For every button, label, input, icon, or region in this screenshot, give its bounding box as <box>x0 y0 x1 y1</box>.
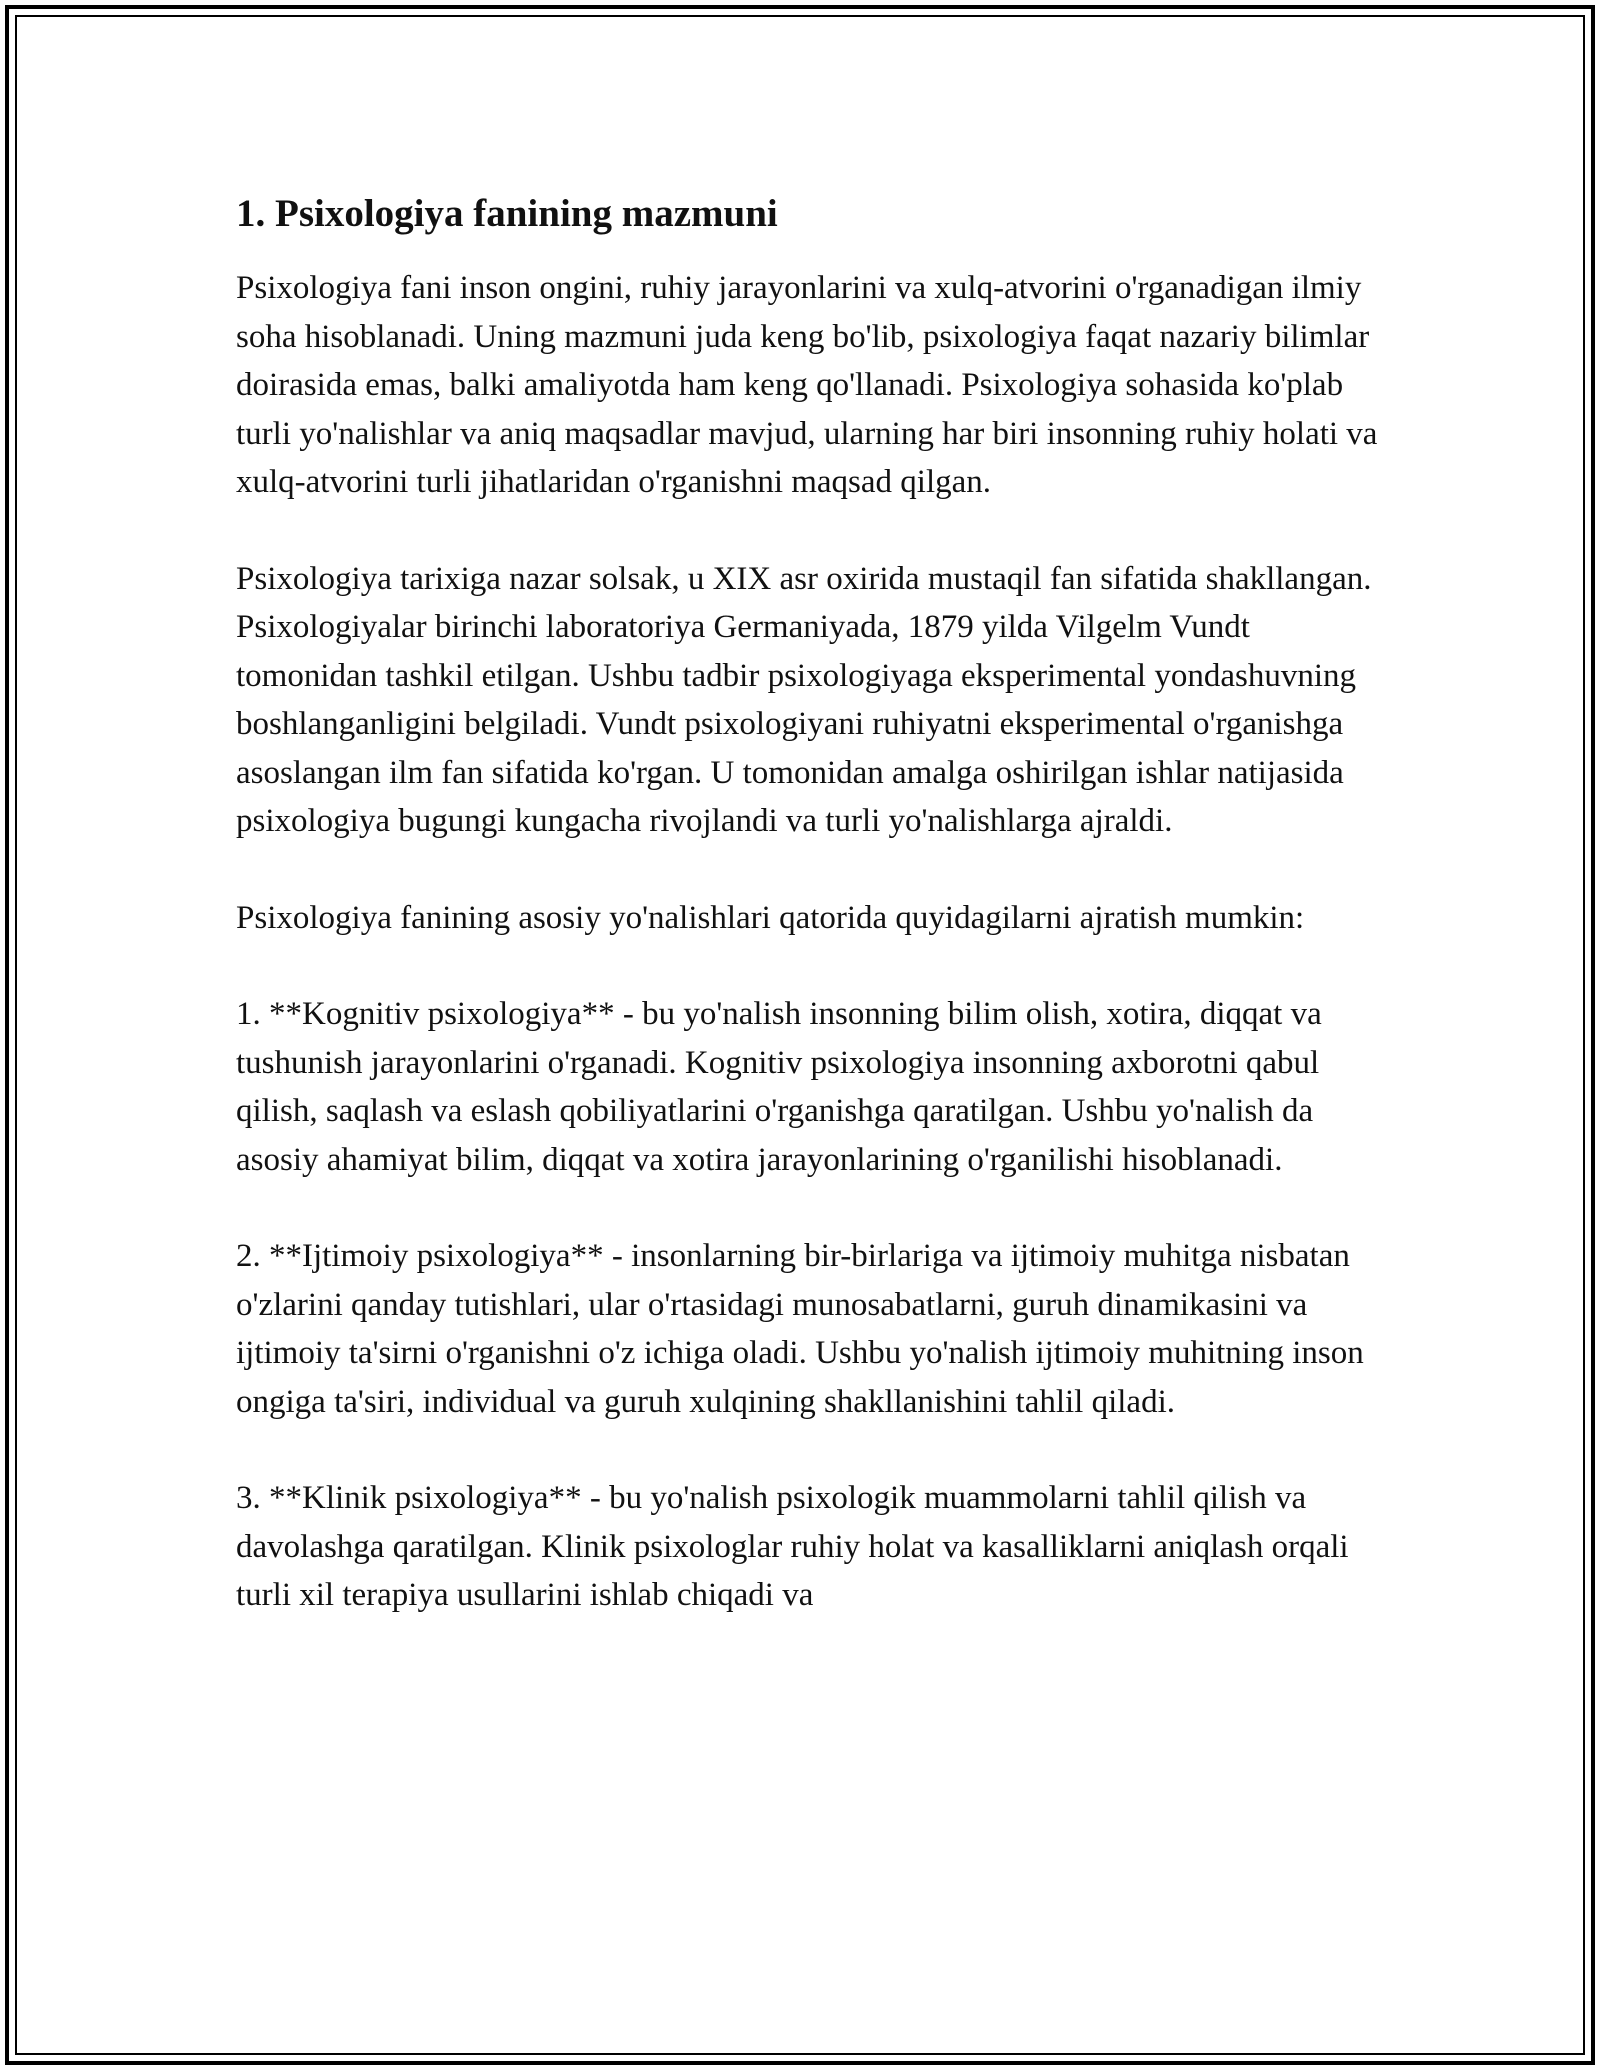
section-heading: 1. Psixologiya fanining mazmuni <box>236 192 778 235</box>
list-item-cognitive: 1. **Kognitiv psixologiya** - bu yo'nalish insonning bilim olish, xotira, diqqat va tushunish jarayonlarini o'rganadi. Kognitiv psixologiya insonning axborotni qabul qilish, saqlash va eslash qobiliyatlarini o'rganishga qaratilgan. Ushbu yo'nalish da asosiy ahamiyat bilim, diqqat va xotira jarayonlarining o'rganilishi hisoblanadi. <box>236 996 1322 1178</box>
paragraph-directions-intro: Psixologiya fanining asosiy yo'nalishlari qatorida quyidagilarni ajratish mumkin: <box>236 899 1305 936</box>
paragraph-intro: Psixologiya fani inson ongini, ruhiy jarayonlarini va xulq-atvorini o'rganadigan ilmiy soha hisoblanadi. Uning mazmuni juda keng bo'lib, psixologiya faqat nazariy bilimlar doirasida emas, balki amaliyotda ham keng qo'llanadi. Psixologiya sohasida ko'plab turli yo'nalishlar va aniq maqsadlar mavjud, ularning har biri insonning ruhiy holati va xulq-atvorini turli jihatlaridan o'rganishni maqsad qilgan. <box>236 270 1378 500</box>
list-item-clinical: 3. **Klinik psixologiya** - bu yo'nalish psixologik muammolarni tahlil qilish va davolashga qaratilgan. Klinik psixologlar ruhiy holat va kasalliklarni aniqlash orqali turli xil terapiya usullarini ishlab chiqadi va <box>236 1480 1349 1613</box>
document-body <box>236 188 1386 1620</box>
list-item-social: 2. **Ijtimoiy psixologiya** - insonlarning bir-birlariga va ijtimoiy muhitga nisbatan o'zlarini qanday tutishlari, ular o'rtasidagi munosabatlarni, guruh dinamikasini va ijtimoiy ta'sirni o'rganishni o'z ichiga oladi. Ushbu yo'nalish ijtimoiy muhitning inson ongiga ta'siri, individual va guruh xulqining shakllanishini tahlil qiladi. <box>236 1238 1364 1420</box>
paragraph-history: Psixologiya tarixiga nazar solsak, u XIX asr oxirida mustaqil fan sifatida shakllangan. Psixologiyalar birinchi laboratoriya Germaniyada, 1879 yilda Vilgelm Vundt tomonidan tashkil etilgan. Ushbu tadbir psixologiyaga eksperimental yondashuvning boshlanganligini belgiladi. Vundt psixologiyani ruhiyatni eksperimental o'rganishga asoslangan ilm fan sifatida ko'rgan. U tomonidan amalga oshirilgan ishlar natijasida psixologiya bugungi kungacha rivojlandi va turli yo'nalishlarga ajraldi. <box>236 560 1372 839</box>
